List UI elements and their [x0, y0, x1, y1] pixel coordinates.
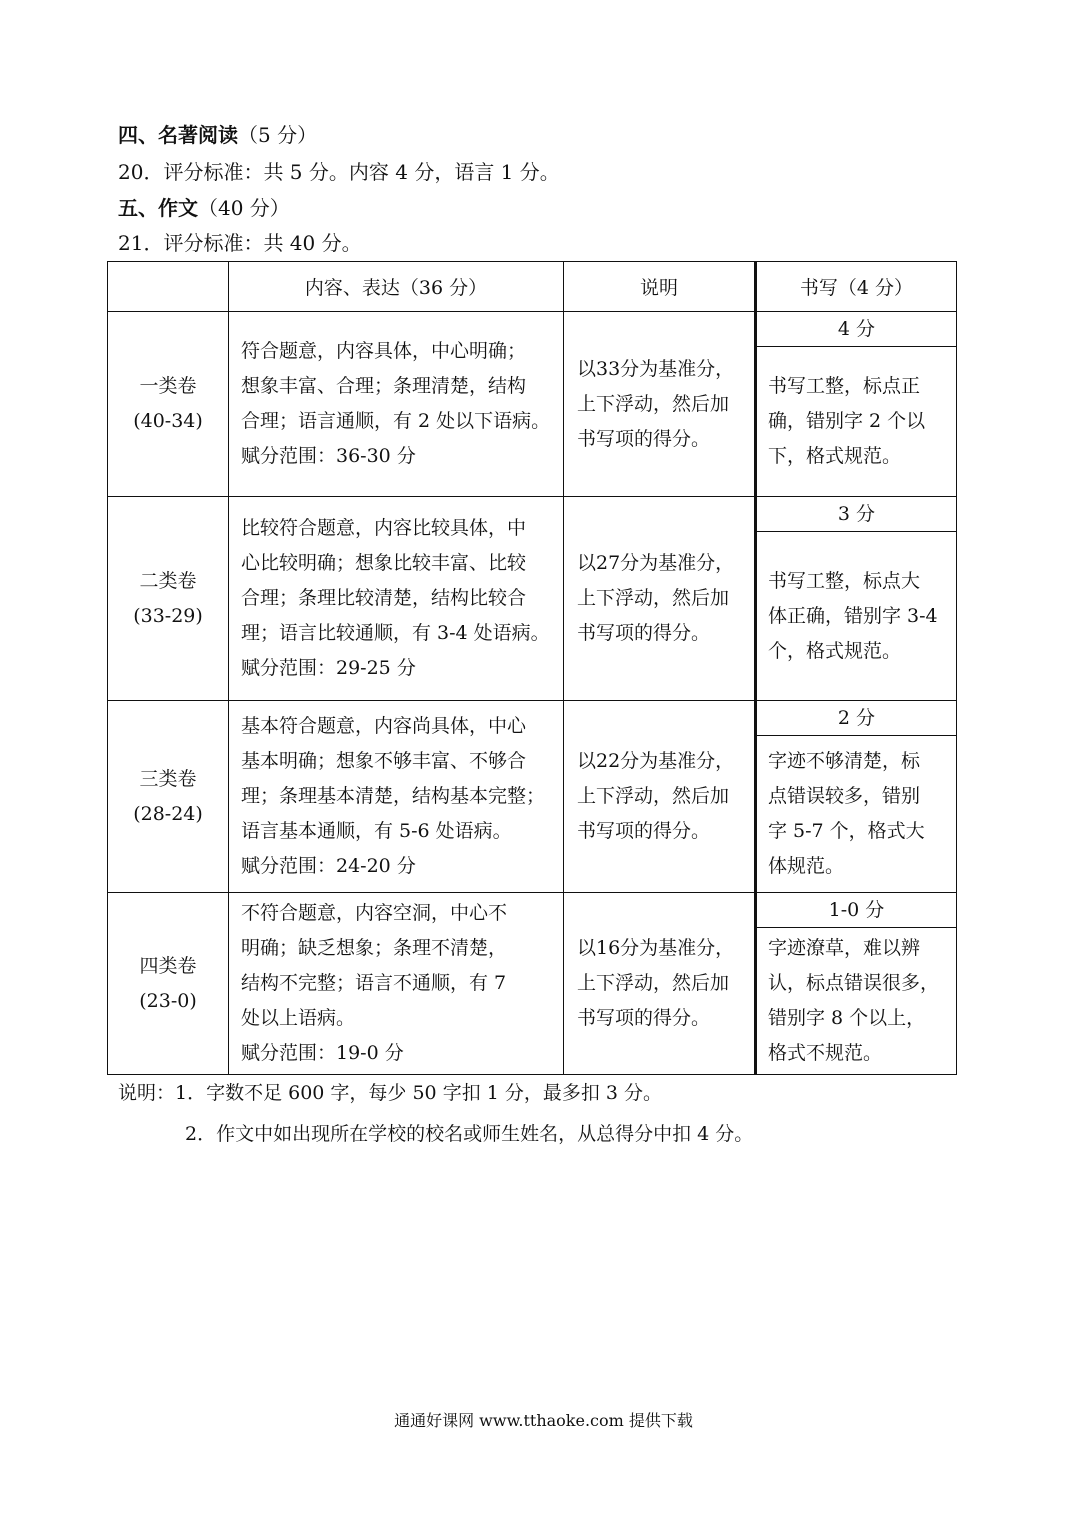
section4-title: 四、名著阅读	[118, 123, 238, 147]
content-line: 合理；语言通顺，有 2 处以下语病。	[241, 410, 551, 432]
content-cell	[229, 497, 564, 701]
section5-heading	[118, 195, 290, 221]
q21-text: 21．评分标准：共 40 分。	[118, 231, 362, 255]
content-cell	[229, 893, 564, 1075]
note-1: 说明：1．字数不足 600 字，每少 50 字扣 1 分，最多扣 3 分。	[118, 1082, 663, 1104]
content-line: 基本明确；想象不够丰富、不够合	[241, 750, 527, 772]
content-line: 想象丰富、合理；条理清楚，结构	[241, 375, 527, 397]
note-line: 上下浮动，然后加	[577, 785, 730, 807]
section5-title: 五、作文	[118, 196, 198, 220]
writing-line: 字迹不够清楚，标	[768, 750, 921, 772]
note-line: 书写项的得分。	[577, 622, 711, 644]
section5-score: （40 分）	[198, 196, 290, 220]
note-cell	[564, 701, 756, 893]
table-row	[108, 701, 957, 893]
page-footer: 通通好课网 www.tthaoke.com 提供下载	[394, 1411, 693, 1430]
note-line: 书写项的得分。	[577, 1007, 711, 1029]
content-line: 理；语言比较通顺，有 3-4 处语病。	[241, 622, 550, 644]
writing-line: 字 5-7 个，格式大	[768, 820, 925, 842]
header-blank	[108, 262, 229, 312]
writing-cell	[756, 312, 957, 497]
table-row	[108, 312, 957, 497]
note-cell	[564, 497, 756, 701]
grade-range: (23-0)	[139, 989, 197, 1012]
note-line: 上下浮动，然后加	[577, 392, 730, 415]
content-line: 赋分范围：29-25 分	[241, 657, 416, 679]
note-line: 书写项的得分。	[577, 427, 711, 450]
content-line: 理；条理基本清楚，结构基本完整；	[241, 785, 546, 807]
scoring-table	[107, 261, 957, 1075]
writing-line: 个，格式规范。	[768, 639, 902, 662]
grade-range: (40-34)	[133, 410, 203, 432]
grade-name: 三类卷	[139, 767, 197, 790]
writing-cell	[756, 701, 957, 893]
grade-range: (28-24)	[133, 802, 203, 825]
grade-cell	[108, 312, 229, 497]
note-line: 以16分为基准分，	[577, 937, 735, 959]
grade-cell	[108, 701, 229, 893]
content-line: 符合题意，内容具体，中心明确；	[241, 340, 527, 362]
note-cell	[564, 312, 756, 497]
note-line: 上下浮动，然后加	[577, 587, 730, 609]
content-line: 处以上语病。	[241, 1007, 356, 1029]
note-line: 以22分为基准分，	[577, 750, 735, 772]
content-line: 赋分范围：36-30 分	[241, 445, 416, 467]
header-content: 内容、表达（36 分）	[229, 262, 564, 312]
writing-desc	[757, 736, 956, 892]
grade-name: 一类卷	[139, 375, 197, 397]
grade-name: 四类卷	[139, 954, 197, 977]
table-row	[108, 893, 957, 1075]
note-line: 上下浮动，然后加	[577, 972, 730, 994]
writing-line: 书写工整，标点大	[768, 569, 921, 592]
section4-score: （5 分）	[238, 123, 318, 147]
writing-desc	[757, 532, 956, 700]
note-cell	[564, 893, 756, 1075]
writing-line: 下，格式规范。	[768, 445, 902, 467]
writing-cell	[756, 497, 957, 701]
note-line: 书写项的得分。	[577, 820, 711, 842]
note-2: 2．作文中如出现所在学校的校名或师生姓名，从总得分中扣 4 分。	[185, 1123, 754, 1145]
header-writing: 书写（4 分）	[756, 262, 957, 312]
writing-line: 格式不规范。	[768, 1042, 883, 1064]
header-note: 说明	[564, 262, 756, 312]
writing-line: 体正确，错别字 3-4	[768, 604, 938, 627]
grade-name: 二类卷	[139, 569, 197, 592]
writing-line: 字迹潦草，难以辨	[768, 937, 921, 959]
table-row	[108, 497, 957, 701]
section4-heading	[118, 122, 317, 148]
writing-line: 体规范。	[768, 855, 845, 877]
writing-score: 2 分	[757, 701, 956, 736]
content-cell	[229, 312, 564, 497]
writing-score: 1-0 分	[757, 893, 956, 928]
note-line: 以27分为基准分，	[577, 552, 735, 574]
writing-cell	[756, 893, 957, 1075]
q20-text: 20．评分标准：共 5 分。内容 4 分，语言 1 分。	[118, 160, 560, 184]
grade-cell	[108, 893, 229, 1075]
content-line: 赋分范围：19-0 分	[241, 1042, 404, 1064]
note-line: 以33分为基准分，	[577, 357, 735, 380]
writing-desc	[757, 928, 956, 1074]
content-line: 心比较明确；想象比较丰富、比较	[241, 552, 527, 574]
writing-line: 认，标点错误很多，	[768, 972, 940, 994]
writing-line: 书写工整，标点正	[768, 375, 921, 397]
content-line: 语言基本通顺，有 5-6 处语病。	[241, 820, 512, 842]
content-line: 不符合题意，内容空洞，中心不	[241, 902, 508, 924]
writing-score: 4 分	[757, 312, 956, 347]
content-line: 赋分范围：24-20 分	[241, 855, 416, 877]
content-line: 比较符合题意，内容比较具体，中	[241, 517, 527, 539]
writing-line: 确，错别字 2 个以	[768, 410, 926, 432]
writing-line: 错别字 8 个以上，	[768, 1007, 926, 1029]
grade-range: (33-29)	[133, 604, 203, 627]
content-line: 结构不完整；语言不通顺，有 7	[241, 972, 507, 994]
content-line: 明确；缺乏想象；条理不清楚，	[241, 937, 508, 959]
table-header-row	[108, 262, 957, 312]
writing-score: 3 分	[757, 497, 956, 532]
writing-desc	[757, 347, 956, 496]
grade-cell	[108, 497, 229, 701]
writing-line: 点错误较多，错别	[768, 785, 921, 807]
content-line: 基本符合题意，内容尚具体，中心	[241, 715, 527, 737]
content-line: 合理；条理比较清楚，结构比较合	[241, 587, 527, 609]
content-cell	[229, 701, 564, 893]
